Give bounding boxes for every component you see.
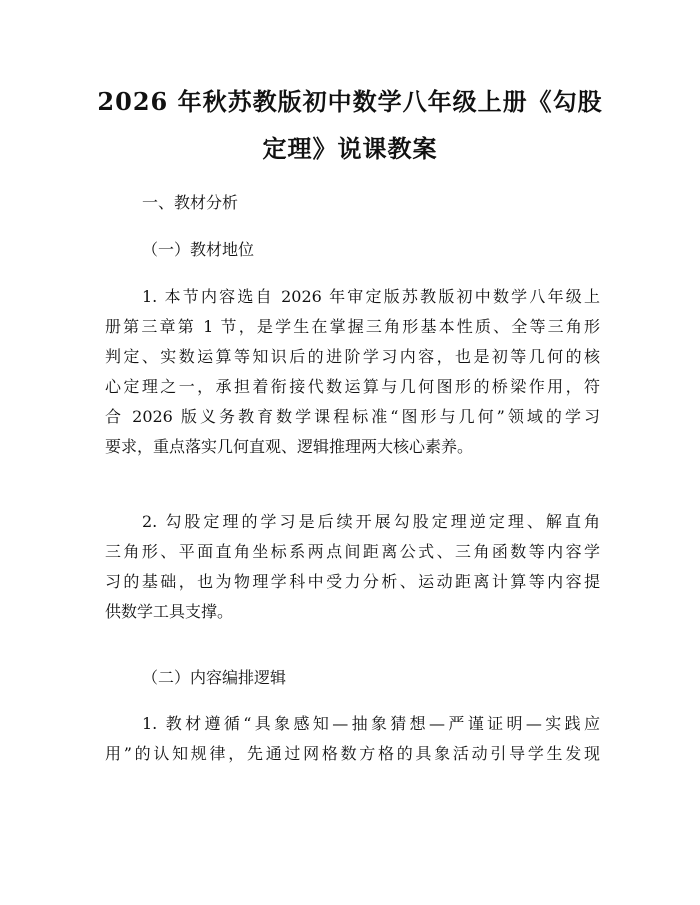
paragraph-line: 1. 本节内容选自 2026 年审定版苏教版初中数学八年级上 [142,287,600,306]
document-title-line-2: 定理》说课教案 [262,134,438,163]
paragraph-line: 合 2026 版义务教育数学课程标准“图形与几何”领域的学习 [105,407,600,426]
paragraph-line: 三角形、平面直角坐标系两点间距离公式、三角函数等内容学 [105,542,600,561]
paragraph-line: 册第三章第 1 节，是学生在掌握三角形基本性质、全等三角形 [105,317,600,336]
paragraph-line: 要求，重点落实几何直观、逻辑推理两大核心素养。 [105,437,474,456]
paragraph-1 [105,282,600,462]
paragraph-3 [105,709,600,769]
paragraph-line: 1. 教材遵循“具象感知—抽象猜想—严谨证明—实践应 [142,714,600,733]
section-heading-textbook-analysis: 一、教材分析 [142,193,239,212]
paragraph-line: 习的基础，也为物理学科中受力分析、运动距离计算等内容提 [105,572,600,591]
paragraph-line: 2. 勾股定理的学习是后续开展勾股定理逆定理、解直角 [142,512,600,531]
subsection-heading-content-arrangement: （二）内容编排逻辑 [142,668,287,687]
paragraph-line: 判定、实数运算等知识后的进阶学习内容，也是初等几何的核 [105,347,600,366]
document-title-line-1: 2026 年秋苏教版初中数学八年级上册《勾股 [97,87,603,116]
paragraph-2 [105,507,600,627]
subsection-heading-textbook-status: （一）教材地位 [142,240,255,259]
paragraph-line: 用”的认知规律，先通过网格数方格的具象活动引导学生发现 [105,744,600,763]
paragraph-line: 心定理之一，承担着衔接代数运算与几何图形的桥梁作用，符 [105,377,600,396]
paragraph-line: 供数学工具支撑。 [105,602,234,621]
